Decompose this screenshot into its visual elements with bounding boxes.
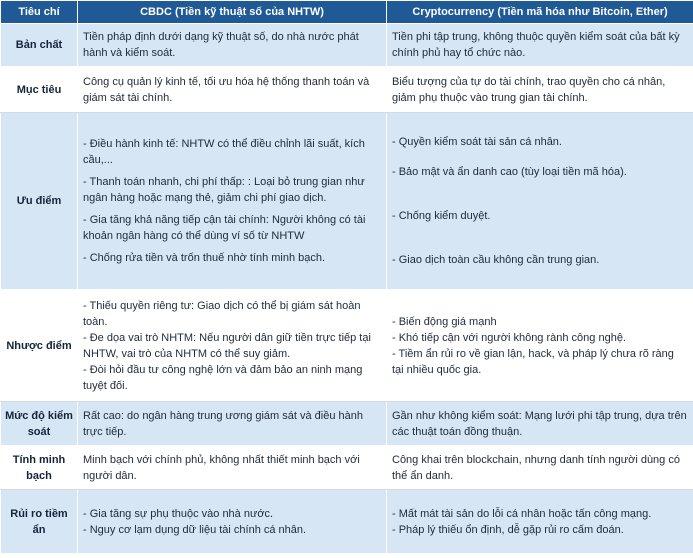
crypto-text: Gần như không kiểm soát: Mạng lưới phi tập trung, dựa trên các thuật toán đồng thuận.	[392, 409, 687, 438]
criterion-cell: Tính minh bạch	[1, 446, 78, 490]
criterion-cell: Nhược điểm	[1, 290, 78, 402]
crypto-cell	[387, 67, 693, 113]
row-risks	[1, 490, 693, 554]
cbdc-item: - Nguy cơ lạm dụng dữ liệu tài chính cá nhân.	[83, 523, 307, 536]
cbdc-text: Rất cao: do ngân hàng trung ương giám sát và điều hành trực tiếp.	[83, 409, 363, 438]
crypto-item: - Tiềm ẩn rủi ro về gian lận, hack, và pháp lý chưa rõ ràng tại nhiều quốc gia.	[392, 347, 674, 376]
crypto-text: Công khai trên blockchain, nhưng danh tính người dùng có thể ẩn danh.	[392, 453, 680, 482]
header-criterion: Tiêu chí	[1, 1, 78, 24]
header-row	[1, 1, 693, 24]
row-transparency	[1, 446, 693, 490]
header-crypto: Cryptocurrency (Tiền mã hóa như Bitcoin, Ether)	[387, 1, 693, 24]
cbdc-item: - Đòi hỏi đầu tư công nghệ lớn và đảm bảo an ninh mạng tuyệt đối.	[83, 363, 363, 392]
cbdc-item: - Gia tăng khả năng tiếp cận tài chính: Người không có tài khoản ngân hàng có thể dùng ví số từ NHTW	[83, 214, 366, 242]
cbdc-text: Tiền pháp định dưới dạng kỹ thuật số, do nhà nước phát hành và kiểm soát.	[83, 31, 359, 59]
criterion-cell: Mức độ kiểm soát	[1, 402, 78, 446]
cbdc-text: Công cụ quản lý kinh tế, tối ưu hóa hệ thống thanh toán và giám sát tài chính.	[83, 75, 370, 104]
cbdc-cell	[78, 24, 387, 67]
criterion-cell: Bản chất	[1, 24, 78, 67]
cbdc-cell	[78, 446, 387, 490]
crypto-cell	[387, 446, 693, 490]
row-nature	[1, 24, 693, 67]
crypto-item: - Mất mát tài sản do lỗi cá nhân hoặc tấn công mạng.	[392, 507, 652, 520]
crypto-item: - Quyền kiểm soát tài sản cá nhân.	[392, 136, 562, 148]
cbdc-item: - Thiếu quyền riêng tư: Giao dịch có thể bị giám sát hoàn toàn.	[83, 299, 361, 328]
cbdc-cell	[78, 113, 387, 290]
cbdc-item: - Thanh toán nhanh, chi phí thấp: : Loại bỏ trung gian như ngân hàng hoặc mạng thẻ, giảm chi phí giao dịch.	[83, 176, 365, 204]
cbdc-text: Minh bạch với chính phủ, không nhất thiết minh bạch với người dân.	[83, 453, 360, 482]
crypto-item: - Chống kiểm duyệt.	[392, 210, 491, 222]
row-advantages	[1, 113, 693, 290]
crypto-cell	[387, 113, 693, 290]
crypto-item: - Pháp lý thiếu ổn định, dễ gặp rủi ro cấm đoán.	[392, 523, 624, 536]
crypto-cell	[387, 490, 693, 554]
crypto-cell	[387, 402, 693, 446]
crypto-text: Tiền phi tập trung, không thuộc quyền kiểm soát của bất kỳ chính phủ hay tổ chức nào.	[392, 31, 680, 59]
cbdc-cell	[78, 402, 387, 446]
crypto-item: - Khó tiếp cận với người không rành công nghệ.	[392, 331, 626, 344]
row-control	[1, 402, 693, 446]
crypto-text: Biểu tượng của tự do tài chính, trao quyền cho cá nhân, giảm phụ thuộc vào trung gian tài chính.	[392, 75, 666, 104]
row-objective	[1, 67, 693, 113]
cbdc-cell	[78, 290, 387, 402]
cbdc-item: - Đe dọa vai trò NHTM: Nếu người dân giữ tiền trực tiếp tại NHTW, vai trò của NHTM có thể suy giảm.	[83, 331, 371, 360]
crypto-cell	[387, 290, 693, 402]
crypto-item: - Giao dịch toàn cầu không cần trung gian.	[392, 254, 600, 266]
criterion-cell: Rủi ro tiềm ẩn	[1, 490, 78, 554]
crypto-item: - Bảo mật và ẩn danh cao (tùy loại tiền mã hóa).	[392, 166, 627, 178]
cbdc-item: - Gia tăng sự phụ thuộc vào nhà nước.	[83, 507, 274, 520]
row-disadvantages	[1, 290, 693, 402]
criterion-cell: Mục tiêu	[1, 67, 78, 113]
cbdc-cell	[78, 67, 387, 113]
cbdc-item: - Điều hành kinh tế: NHTW có thể điều chỉnh lãi suất, kích cầu,...	[83, 138, 365, 166]
crypto-cell	[387, 24, 693, 67]
cbdc-item: - Chống rửa tiền và trốn thuế nhờ tính minh bạch.	[83, 252, 326, 264]
criterion-cell: Ưu điểm	[1, 113, 78, 290]
crypto-item: - Biến động giá mạnh	[392, 315, 497, 328]
header-cbdc: CBDC (Tiền kỹ thuật số của NHTW)	[78, 1, 387, 24]
cbdc-cell	[78, 490, 387, 554]
